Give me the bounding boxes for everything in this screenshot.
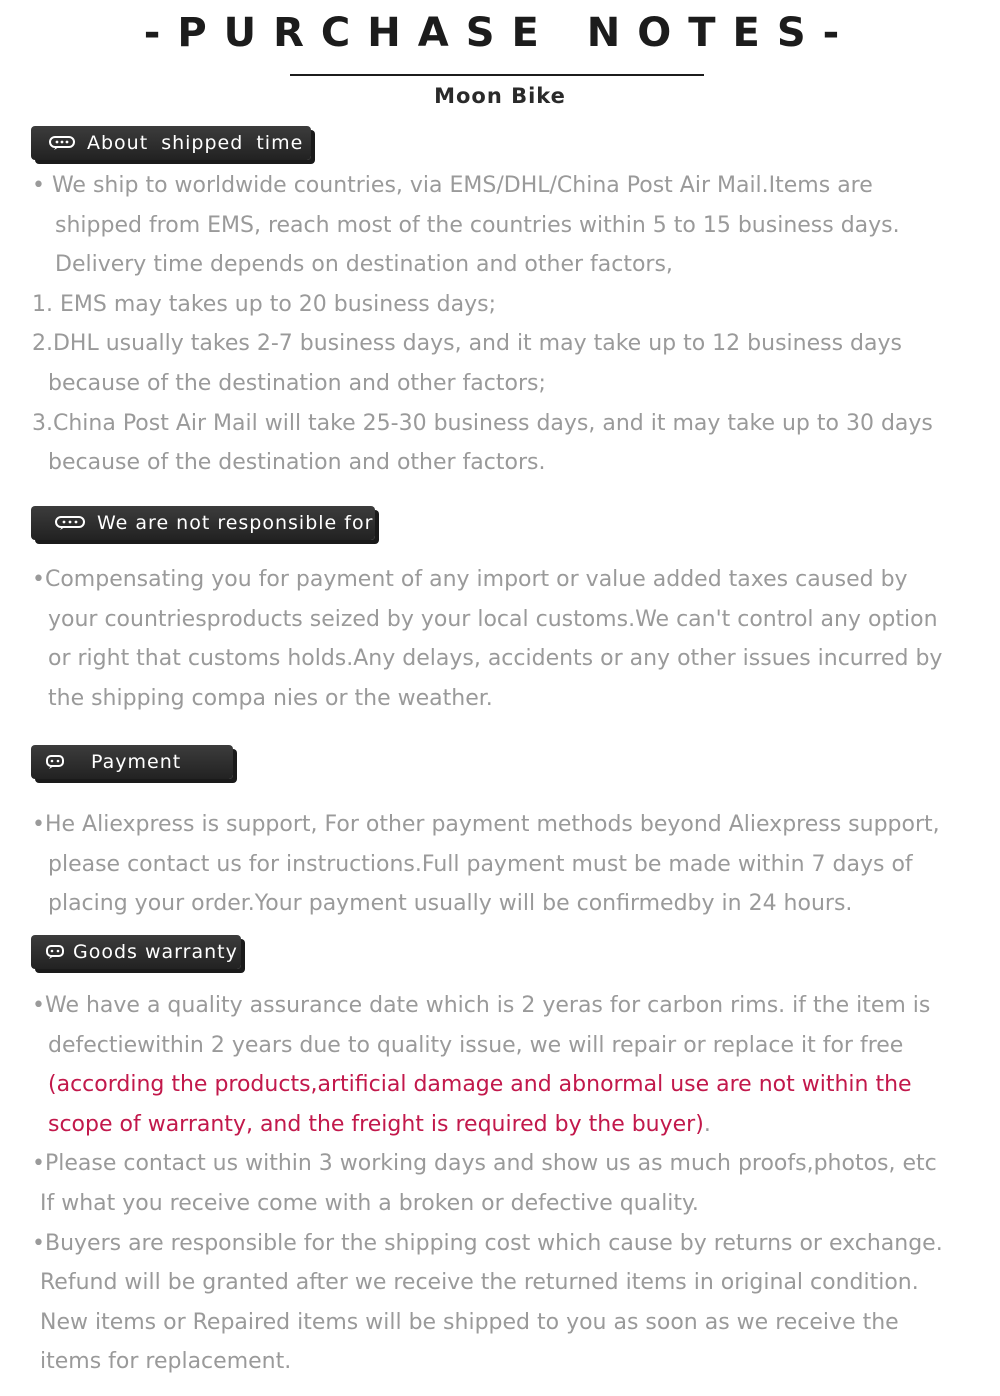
text-line: New items or Repaired items will be shipped to you as soon as we receive the	[40, 1309, 899, 1335]
text-line: •We have a quality assurance date which is 2 yeras for carbon rims. if the item is	[32, 993, 931, 1018]
text-line: because of the destination and other factors.	[48, 450, 546, 476]
text-line: because of the destination and other factors;	[48, 370, 546, 396]
chat-bubble-icon	[45, 944, 65, 960]
section-label-shipped: About shipped time	[87, 132, 304, 154]
text-line: Refund will be granted after we receive the returned items in original condition.	[40, 1270, 919, 1296]
text-line: •Buyers are responsible for the shipping cost which cause by returns or exchange.	[32, 1230, 943, 1256]
section-badge-shipped	[31, 126, 311, 160]
chat-bubble-icon	[45, 754, 65, 770]
title-divider	[290, 74, 704, 76]
text-line: If what you receive come with a broken or defective quality.	[40, 1190, 699, 1216]
text-line: placing your order.Your payment usually will be confirmedby in 24 hours.	[48, 891, 853, 917]
section-label-responsible: We are not responsible for	[97, 512, 374, 534]
warranty-text	[32, 986, 972, 1382]
section-badge-warranty	[31, 935, 241, 969]
text-line: •Compensating you for payment of any import or value added taxes caused by	[32, 567, 908, 592]
responsible-text	[32, 560, 972, 718]
page-subtitle: Moon Bike	[434, 84, 566, 108]
page-title: -PURCHASE NOTES-	[143, 10, 857, 56]
text-line: • We ship to worldwide countries, via EMS/DHL/China Post Air Mail.Items are	[32, 173, 873, 198]
text-line: defectiewithin 2 years due to quality issue, we will repair or replace it for free	[48, 1032, 904, 1058]
chat-bubble-icon	[53, 515, 87, 531]
text-line: items for replacement.	[40, 1349, 292, 1375]
text-line: 1. EMS may takes up to 20 business days;	[32, 291, 496, 317]
warning-tail: .	[703, 1111, 711, 1137]
shipped-text	[32, 166, 972, 483]
section-label-payment: Payment	[91, 751, 182, 773]
section-badge-responsible	[31, 506, 375, 540]
text-line: •Please contact us within 3 working days and show us as much proofs,photos, etc	[32, 1151, 937, 1177]
text-line: your countriesproducts seized by your local customs.We can't control any option	[48, 606, 938, 632]
text-line: 3.China Post Air Mail will take 25-30 business days, and it may take up to 30 days	[32, 410, 933, 436]
payment-text	[32, 805, 972, 924]
warning-line: scope of warranty, and the freight is required by the buyer)	[48, 1111, 704, 1137]
text-line: the shipping compa nies or the weather.	[48, 685, 493, 711]
warning-line-wrap	[32, 1105, 972, 1145]
text-line: •He Aliexpress is support, For other payment methods beyond Aliexpress support,	[32, 812, 940, 837]
text-line: or right that customs holds.Any delays, accidents or any other issues incurred by	[48, 646, 943, 672]
text-line: 2.DHL usually takes 2-7 business days, and it may take up to 12 business days	[32, 331, 902, 357]
text-line: shipped from EMS, reach most of the countries within 5 to 15 business days.	[55, 212, 900, 238]
section-label-warranty: Goods warranty	[73, 941, 238, 963]
text-line: Delivery time depends on destination and other factors,	[55, 252, 673, 278]
section-badge-payment	[31, 745, 233, 779]
chat-bubble-icon	[47, 135, 77, 151]
text-line: please contact us for instructions.Full payment must be made within 7 days of	[48, 851, 913, 877]
warning-line: (according the products,artificial damage and abnormal use are not within the	[48, 1072, 912, 1098]
